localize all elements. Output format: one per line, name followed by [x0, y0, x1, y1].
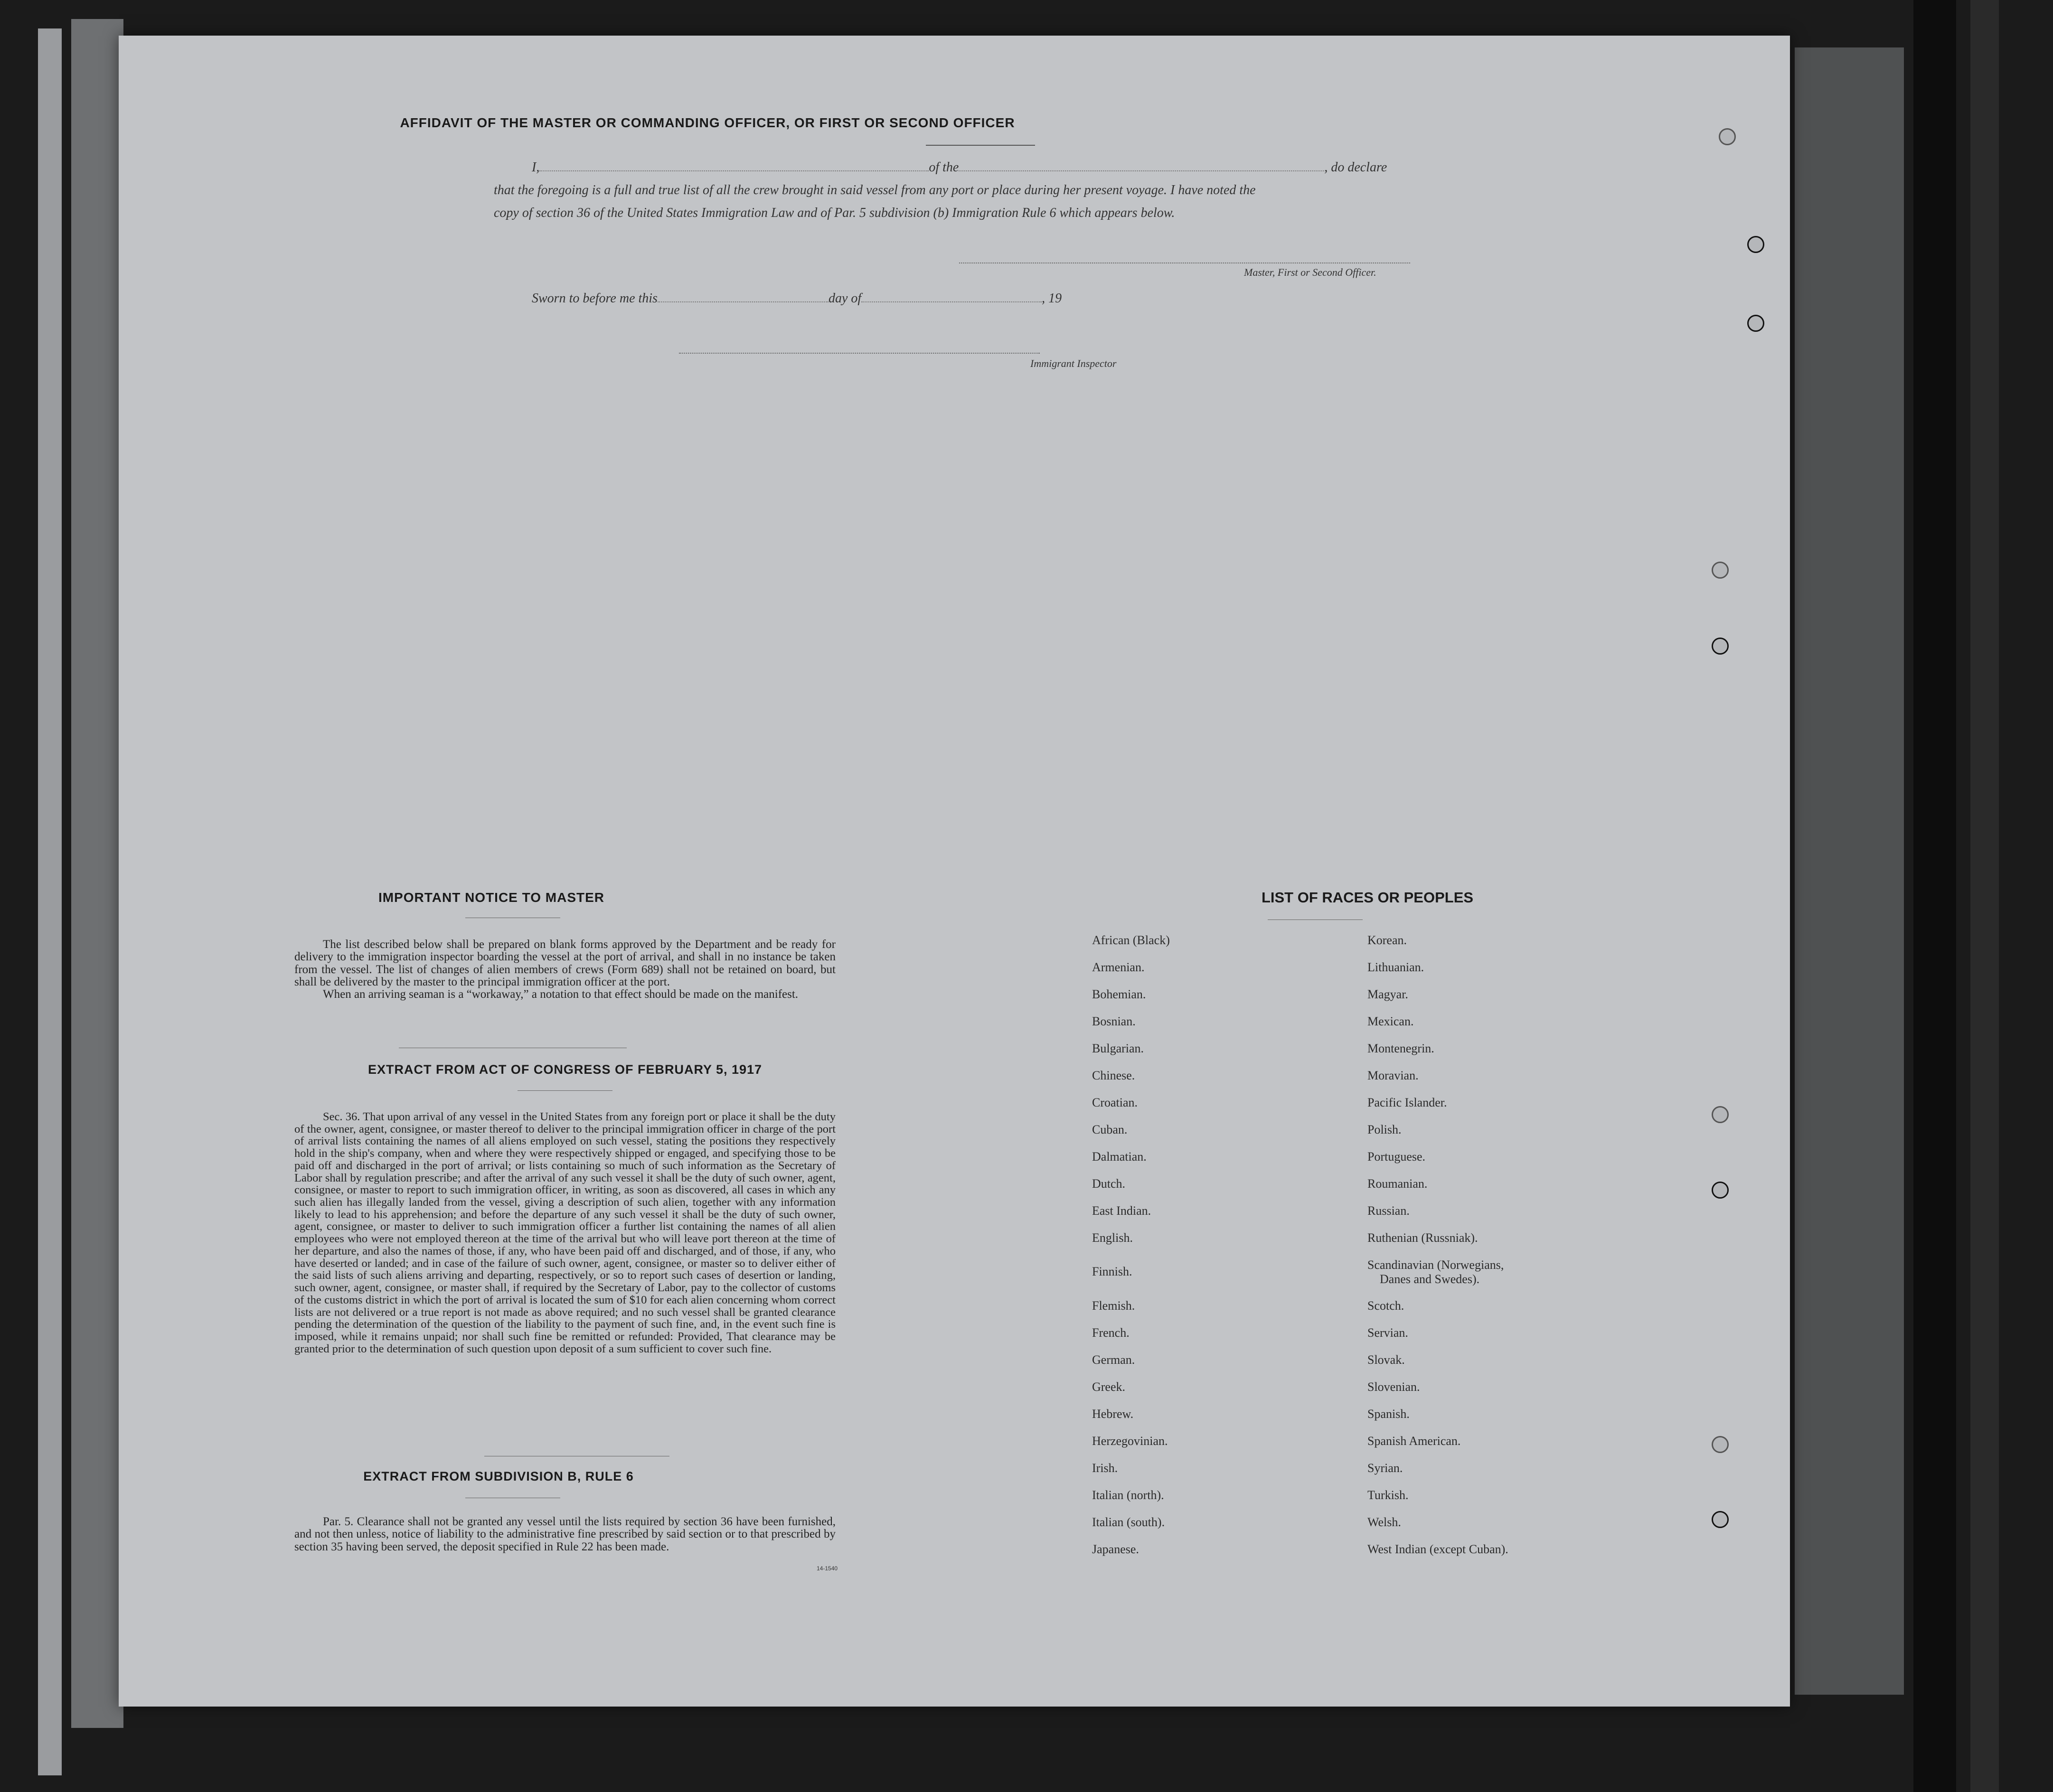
extract-rule-title: EXTRACT FROM SUBDIVISION B, RULE 6 [363, 1469, 634, 1483]
binder-hole [1747, 236, 1764, 253]
race-item: Spanish American. [1367, 1434, 1461, 1448]
races-left-column [1092, 927, 1170, 1563]
sworn-line [532, 291, 1062, 306]
affidavit-title-rule [926, 145, 1035, 146]
race-item: Syrian. [1367, 1461, 1403, 1475]
race-item: Polish. [1367, 1123, 1402, 1136]
affidavit-title: AFFIDAVIT OF THE MASTER OR COMMANDING OFFICER, OR FIRST OR SECOND OFFICER [400, 115, 1015, 130]
race-item: Slovak. [1367, 1353, 1405, 1367]
extract-act-title: EXTRACT FROM ACT OF CONGRESS OF FEBRUARY 5, 1917 [367, 1062, 763, 1077]
race-item: African (Black) [1092, 933, 1170, 947]
sworn-month-blank[interactable] [861, 301, 1042, 302]
affidavit-i-label: I, [532, 160, 540, 175]
race-item: Scotch. [1367, 1299, 1404, 1313]
vessel-blank[interactable] [959, 170, 1324, 171]
binder-hole [1712, 1511, 1729, 1528]
notice-title: IMPORTANT NOTICE TO MASTER [378, 890, 605, 905]
affidavit-line-3: copy of section 36 of the United States Immigration Law and of Par. 5 subdivision (b) Immigration Rule 6 which appears below. [494, 206, 1175, 220]
binder-hole [1719, 128, 1736, 145]
race-item: Pacific Islander. [1367, 1096, 1447, 1109]
inspector-signature-line[interactable] [679, 353, 1040, 354]
race-item: Japanese. [1092, 1542, 1139, 1556]
notice-paragraph-1: The list described below shall be prepared on blank forms approved by the Department and be ready for delivery to the immigration inspector boarding the vessel at the port of arrival, and shall in no instance be taken from the vessel. The list of changes of alien members of crews (Form 689) shall not be retained on board, but shall be delivered by the master to the principal immigration officer at the port. [294, 938, 836, 988]
extract-act-title-rule [518, 1090, 612, 1091]
races-title-rule [1268, 919, 1363, 920]
race-item: Roumanian. [1367, 1177, 1428, 1191]
race-item: Welsh. [1367, 1515, 1401, 1529]
binder-edge-right-far [1970, 0, 1999, 1792]
race-item: Moravian. [1367, 1069, 1419, 1082]
race-item: German. [1092, 1353, 1135, 1367]
sworn-prefix: Sworn to before me this [532, 291, 658, 306]
race-item: Bohemian. [1092, 987, 1146, 1001]
affidavit-line-2: that the foregoing is a full and true list of all the crew brought in said vessel from any port or place during her present voyage. I have noted the [494, 183, 1256, 197]
sworn-date-blank[interactable] [658, 301, 829, 302]
binder-edge-left-outer [38, 28, 62, 1775]
binder-hole [1712, 1182, 1729, 1199]
race-item: Spanish. [1367, 1407, 1410, 1421]
binder-hole [1712, 1436, 1729, 1453]
race-item: Servian. [1367, 1326, 1408, 1340]
inspector-label: Immigrant Inspector [1030, 357, 1117, 369]
race-item: Croatian. [1092, 1096, 1138, 1109]
race-item: Finnish. [1092, 1265, 1132, 1278]
race-item: Slovenian. [1367, 1380, 1420, 1394]
binder-hole [1747, 315, 1764, 332]
race-item: Bulgarian. [1092, 1041, 1144, 1055]
affidavit-of-label: of the [929, 160, 959, 175]
affidavit-line-1 [532, 160, 1387, 175]
race-item: Korean. [1367, 933, 1407, 947]
binder-hole [1712, 1106, 1729, 1123]
race-item: English. [1092, 1231, 1133, 1245]
race-item: Mexican. [1367, 1014, 1414, 1028]
race-item: Dutch. [1092, 1177, 1126, 1191]
notice-paragraph-2: When an arriving seaman is a “workaway,” a notation to that effect should be made on the manifest. [323, 988, 799, 1001]
binder-edge-right [1795, 47, 1904, 1695]
race-item: Magyar. [1367, 987, 1408, 1001]
race-item: Bosnian. [1092, 1014, 1136, 1028]
race-item: Dalmatian. [1092, 1150, 1147, 1163]
race-item: Italian (north). [1092, 1488, 1164, 1502]
race-item: Turkish. [1367, 1488, 1409, 1502]
sworn-year-label: , 19 [1042, 291, 1062, 306]
race-item: Montenegrin. [1367, 1041, 1434, 1055]
notice-body [294, 938, 836, 1001]
race-item: Flemish. [1092, 1299, 1135, 1313]
race-item: Armenian. [1092, 960, 1145, 974]
race-item: Greek. [1092, 1380, 1126, 1394]
race-item: Italian (south). [1092, 1515, 1165, 1529]
binder-edge-right-outer [1913, 0, 1956, 1792]
races-right-column [1367, 927, 1508, 1563]
extract-rule-body [294, 1516, 836, 1553]
race-item: Chinese. [1092, 1069, 1135, 1082]
race-item: Herzegovinian. [1092, 1434, 1168, 1448]
race-item: Portuguese. [1367, 1150, 1426, 1163]
extract-act-text: Sec. 36. That upon arrival of any vessel in the United States from any foreign port or place it shall be the duty of the owner, agent, consignee, or master thereof to deliver to the principal immigration officer in charge of the port of arrival lists containing the names of all aliens employed on such vessel, stating the positions they respectively hold in the ship's company, when and where they were respectively shipped or engaged, and specifying those to be paid off and discharged in the port of arrival; or lists containing so much of such information as the Secretary of Labor shall by regulation prescribe; and after the arrival of any such vessel it shall be the duty of such owner, agent, consignee, or master to report to such immigration officer, in writing, as soon as discovered, all cases in which any such alien has illegally landed from the vessel, giving a description of such alien, together with any information likely to lead to his apprehension; and before the departure of any such vessel it shall be the duty of such owner, agent, consignee, or master to deliver to such immigration officer a further list containing the names of all alien employees who were not employed thereon at the time of the arrival but who will leave port thereon at the time of her departure, and also the names of those, if any, who have been paid off and discharged, and of those, if any, who have deserted or landed; and in case of the failure of such owner, agent, consignee, or master so to deliver either of the said lists of such aliens arriving and departing, respectively, or so to report such cases of desertion or landing, such owner, agent, consignee, or master shall, if required by the Secretary of Labor, pay to the collector of customs of the customs district in which the port of arrival is located the sum of $10 for each alien concerning whom correct lists are not delivered or a true report is not made as above required; and no such vessel shall be granted clearance pending the determination of the question of the liability to the payment of such fine, and, in the event such fine is imposed, while it remains unpaid; nor shall such fine be remitted or refunded: Provided, That clearance may be granted prior to the determination of such question upon deposit of a sum sufficient to cover such fine. [294, 1110, 836, 1355]
name-blank[interactable] [539, 170, 929, 171]
race-item: Scandinavian (Norwegians, Danes and Swedes). [1367, 1258, 1504, 1286]
binder-hole [1712, 638, 1729, 655]
signature-label: Master, First or Second Officer. [1244, 266, 1376, 278]
race-item: Russian. [1367, 1204, 1410, 1218]
extract-rule-text: Par. 5. Clearance shall not be granted any vessel until the lists required by section 36 have been furnished, and not then unless, notice of liability to the administrative fine prescribed by said section or to that prescribed by section 35 having been served, the deposit specified in Rule 22 has been made. [294, 1515, 836, 1553]
race-item: French. [1092, 1326, 1130, 1340]
affidavit-declare-label: , do declare [1324, 160, 1387, 175]
race-item: Lithuanian. [1367, 960, 1424, 974]
race-item: Irish. [1092, 1461, 1118, 1475]
races-title: LIST OF RACES OR PEOPLES [1261, 889, 1474, 906]
race-item: Hebrew. [1092, 1407, 1134, 1421]
binder-edge-left [71, 19, 123, 1728]
binder-hole [1712, 562, 1729, 579]
race-item: Ruthenian (Russniak). [1367, 1231, 1478, 1245]
form-number: 14-1540 [817, 1565, 838, 1572]
extract-act-body [294, 1111, 836, 1355]
race-item: East Indian. [1092, 1204, 1151, 1218]
race-item: Cuban. [1092, 1123, 1128, 1136]
sworn-day-label: day of [828, 291, 862, 306]
manifest-page [119, 36, 1790, 1707]
race-item: West Indian (except Cuban). [1367, 1542, 1508, 1556]
